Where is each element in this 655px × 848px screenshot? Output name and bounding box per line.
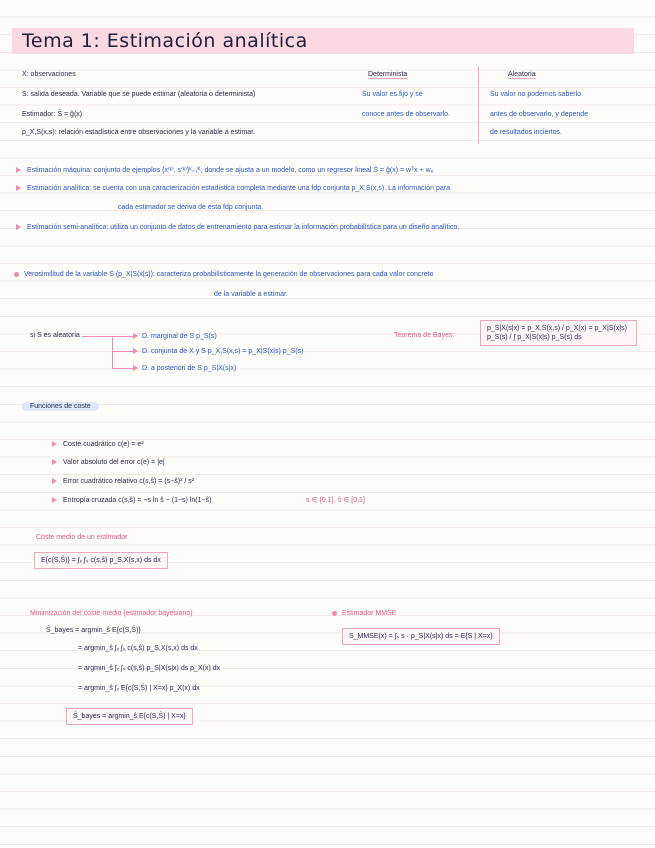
def-x: X: observaciones bbox=[22, 71, 76, 78]
aleatoria-heading: Aleatoria bbox=[508, 71, 536, 78]
bullet-icon bbox=[16, 224, 21, 230]
arrow-icon bbox=[112, 351, 134, 352]
bullet-icon bbox=[52, 459, 57, 465]
aleatoria-line2: antes de observarlo, y depende bbox=[490, 111, 589, 118]
bayes-formula: p_S|X(s|x) = p_X,S(x,s) / p_X(x) = p_X|S(x|s) p_S(s) / ∫ p_X|S(x|s) p_S(s) ds bbox=[480, 320, 637, 346]
minimizacion-heading: Minimización del coste medio (estimador bayesiano) bbox=[30, 610, 193, 617]
aleatoria-s-item2: D. conjunta de X y S p_X,S(x,s) = p_X|S(x|s) p_S(s) bbox=[142, 348, 304, 355]
def-estimator: Estimador: Ŝ = ĝ(x) bbox=[22, 111, 83, 118]
arrow-branch-line bbox=[112, 336, 113, 368]
aleatoria-s-item1: D. marginal de S p_S(s) bbox=[142, 333, 217, 340]
bullet-icon bbox=[16, 167, 21, 173]
bullet-dot-icon bbox=[332, 611, 337, 616]
coste-medio-formula: E{c(S,Ŝ)} = ∫ₓ ∫ₛ c(s,ŝ) p_S,X(s,x) ds dx bbox=[34, 552, 168, 569]
minimizacion-l4: = argmin_ŝ ∫ₓ E{c(S,Ŝ) | X=x} p_X(x) dx bbox=[78, 685, 200, 692]
coste-item4-note: s ∈ {0,1}, ŝ ∈ [0,1] bbox=[306, 497, 365, 504]
coste-item2: Valor absoluto del error c(e) = |e| bbox=[63, 459, 165, 466]
mmse-heading: Estimador MMSE bbox=[342, 610, 397, 617]
verosimilitud-line2: de la variable a estimar. bbox=[214, 291, 288, 298]
coste-item3: Error cuadrático relativo c(s,ŝ) = (s−ŝ)² / s² bbox=[63, 478, 195, 485]
arrow-icon bbox=[82, 336, 134, 337]
aleatoria-s-label: si S es aleatoria bbox=[30, 332, 80, 339]
arrow-icon bbox=[112, 368, 134, 369]
def-s: S: salida deseada. Variable que se puede estimar (aleatoria o determinista) bbox=[22, 91, 256, 98]
method-analitica-cont: cada estimador se deriva de esta fdp conjunta. bbox=[118, 204, 264, 211]
coste-item1: Coste cuadrático c(e) = e² bbox=[63, 441, 144, 448]
minimizacion-result: Ŝ_bayes = argmin_ŝ E{c(S,Ŝ) | X=x} bbox=[66, 708, 193, 725]
mmse-formula: S_MMSE(x) = ∫ₛ s · p_S|X(s|x) ds = E{S | X=x} bbox=[342, 628, 500, 645]
determinista-line2: conoce antes de observarlo. bbox=[362, 111, 450, 118]
minimizacion-l2: = argmin_ŝ ∫ₓ ∫ₛ c(s,ŝ) p_S,X(s,x) ds dx bbox=[78, 645, 198, 652]
aleatoria-line3: de resultados inciertos. bbox=[490, 129, 562, 136]
aleatoria-line1: Su valor no podemos saberlo bbox=[490, 91, 582, 98]
bullet-icon bbox=[16, 185, 21, 191]
method-analitica: Estimación analítica: se cuenta con una caracterización estadística completa mediante una fdp conjunta p_X,S(x,s). La información para bbox=[27, 185, 450, 192]
bayes-label: Teorema de Bayes: bbox=[394, 332, 455, 339]
minimizacion-l1: Ŝ_bayes = argmin_ŝ E{c(S,Ŝ)} bbox=[46, 627, 141, 634]
verosimilitud-line1: Verosimilitud de la variable S (p_X|S(x|s)): caracteriza probabilísticamente la generación de observaciones para cada valor concreto bbox=[24, 271, 434, 278]
bullet-icon bbox=[52, 478, 57, 484]
method-maquina: Estimación máquina: conjunto de ejemplos {x⁽ᵏ⁾, s⁽ᵏ⁾}ᵏ₌₁ᴷ, donde se ajusta a un modelo, como un regresor lineal Ŝ = ĝ(x) = wᵀx + w₀ bbox=[27, 167, 434, 174]
coste-item4: Entropía cruzada c(s,ŝ) = −s ln ŝ − (1−s) ln(1−ŝ) bbox=[63, 497, 212, 504]
minimizacion-l3: = argmin_ŝ ∫ₓ ∫ₛ c(s,ŝ) p_S|X(s|x) ds p_X(x) dx bbox=[78, 665, 221, 672]
method-semi: Estimación semi-analítica: utiliza un conjunto de datos de entrenamiento para estimar la información probabilística para un diseño analítico. bbox=[27, 224, 460, 231]
coste-heading: Funciones de coste bbox=[22, 402, 99, 411]
def-pxs: p_X,S(x,s): relación estadística entre observaciones y la variable a estimar. bbox=[22, 129, 256, 136]
bullet-icon bbox=[52, 497, 57, 503]
bullet-dot-icon bbox=[14, 272, 19, 277]
aleatoria-s-item3: D. a posteriori de S p_S|X(s|x) bbox=[142, 365, 237, 372]
determinista-line1: Su valor es fijo y se bbox=[362, 91, 423, 98]
determinista-heading: Determinista bbox=[368, 71, 408, 78]
coste-medio-heading: Coste medio de un estimador bbox=[36, 534, 128, 541]
column-divider bbox=[478, 66, 479, 144]
bullet-icon bbox=[52, 441, 57, 447]
page-title: Tema 1: Estimación analítica bbox=[22, 30, 308, 52]
